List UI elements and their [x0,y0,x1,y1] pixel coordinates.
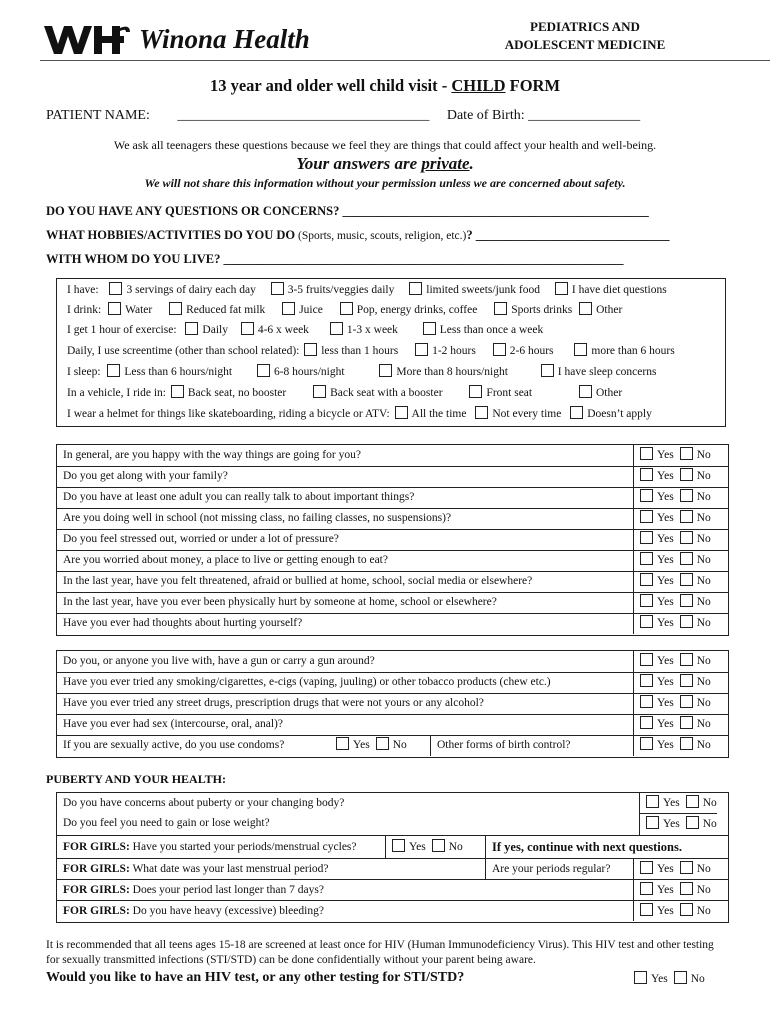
birth-control-cell [430,735,571,756]
option-label: Other [596,304,623,316]
have-label: I have: [67,284,99,296]
screentime-option[interactable] [574,345,674,357]
habits-box [56,278,726,427]
yes-label: Yes [663,818,680,830]
no-label: No [696,863,711,875]
helmet-option[interactable] [475,408,561,420]
option-label: Reduced fat milk [186,304,266,316]
department-line-2: ADOLESCENT MEDICINE [504,37,666,52]
yes-checkbox[interactable] [640,594,653,607]
yes-no-cell [633,714,711,735]
yes-no-cell [633,529,711,550]
yes-no-cell [633,466,711,487]
exercise-option[interactable] [185,324,228,336]
sleep-option[interactable] [257,366,345,378]
option-label: 3-5 fruits/veggies daily [287,284,395,296]
question-text: Have you ever had sex (intercourse, oral, anal)? [63,718,283,730]
girls-date-question [63,859,329,879]
exercise-option[interactable] [330,324,398,336]
question-text: In the last year, have you ever been physically hurt by someone at home, school or elsewhere? [63,596,497,608]
department-name [470,18,700,54]
helmet-label: I wear a helmet for things like skateboarding, riding a bicycle or ATV: [67,408,390,420]
no-checkbox[interactable] [680,489,693,502]
option-label: I have diet questions [571,284,667,296]
option-label: 6-8 hours/night [273,366,345,378]
risk-questions-box [56,650,729,758]
no-label: No [696,655,711,667]
hiv-question [46,970,736,986]
yes-checkbox[interactable] [646,795,659,808]
drink-option[interactable] [340,304,478,316]
sleep-option[interactable] [541,366,657,378]
no-label: No [696,491,711,503]
condom-yes-no-cell [330,735,407,756]
option-label: More than 8 hours/night [396,366,508,378]
for-girls-label: FOR GIRLS: [63,905,130,917]
yes-checkbox[interactable] [640,510,653,523]
no-label: No [696,533,711,545]
question-text: If you are sexually active, do you use condoms? [63,739,285,751]
option-label: Not every time [492,408,562,420]
yes-no-cell [633,672,711,693]
option-label: less than 1 hours [321,345,399,357]
checkbox[interactable] [415,343,428,356]
option-label: All the time [411,408,467,420]
checkbox[interactable] [330,322,343,335]
option-label: 2-6 hours [509,345,554,357]
hobbies-question[interactable] [46,228,669,243]
no-checkbox[interactable] [680,903,693,916]
yes-no-cell [633,613,711,634]
title-prefix: 13 year and older well child visit - [209,76,452,95]
yes-label: Yes [657,533,674,545]
sleep-option[interactable] [107,366,232,378]
screentime-row [67,341,715,361]
no-label: No [702,818,717,830]
title-suffix: FORM [505,76,561,95]
no-label: No [702,797,717,809]
sleep-label: I sleep: [67,366,101,378]
checkbox[interactable] [409,282,422,295]
question-text: Have you ever tried any smoking/cigarettes, e-cigs (vaping, juuling) or other tobacco products (chew etc.) [63,676,551,688]
no-checkbox[interactable] [376,737,389,750]
question-text: Do you, or anyone you live with, have a gun or carry a gun around? [63,655,375,667]
yes-label: Yes [651,973,668,985]
yes-checkbox[interactable] [634,971,647,984]
option-label: Front seat [486,387,533,399]
table-row [57,880,728,901]
puberty-questions-box [56,792,729,923]
no-checkbox[interactable] [680,468,693,481]
no-checkbox[interactable] [680,615,693,628]
drink-label: I drink: [67,304,102,316]
checkbox[interactable] [469,385,482,398]
option-label: more than 6 hours [591,345,675,357]
yes-label: Yes [657,739,674,751]
no-checkbox[interactable] [686,816,699,829]
option-label: Less than 6 hours/night [124,366,233,378]
checkbox[interactable] [108,302,121,315]
regular-question: Are your periods regular? [492,863,611,875]
table-row [57,466,728,488]
checkbox[interactable] [493,343,506,356]
table-row [57,693,728,715]
table-row [57,529,728,551]
regular-cell [485,859,610,879]
yes-label: Yes [657,655,674,667]
wellbeing-questions-box [56,444,729,636]
question-text: Do you have heavy (excessive) bleeding? [129,905,324,917]
question-text: In the last year, have you felt threatened, afraid or bullied at home, school, social media or elsewhere? [63,575,533,587]
checkbox[interactable] [169,302,182,315]
yes-label: Yes [657,449,674,461]
yes-checkbox[interactable] [640,468,653,481]
yes-label: Yes [657,470,674,482]
option-label: 1-3 x week [346,324,398,336]
table-row [57,901,728,921]
no-checkbox[interactable] [680,882,693,895]
vehicle-option[interactable] [469,387,532,399]
option-label: 4-6 x week [257,324,309,336]
yes-checkbox[interactable] [640,447,653,460]
yes-label: Yes [409,841,426,853]
yes-label: Yes [663,797,680,809]
have-option[interactable] [109,284,255,296]
question-text: Does your period last longer than 7 days? [129,884,324,896]
date-of-birth-field[interactable]: Date of Birth: ________________ [446,108,641,123]
yes-label: Yes [657,697,674,709]
checkbox[interactable] [541,364,554,377]
private-heading [0,154,770,174]
table-row [57,613,728,634]
yes-checkbox[interactable] [336,737,349,750]
yes-no-cell [633,901,711,921]
no-checkbox[interactable] [680,573,693,586]
screentime-option[interactable] [493,345,554,357]
no-checkbox[interactable] [680,861,693,874]
for-girls-label: FOR GIRLS: [63,884,130,896]
no-label: No [696,470,711,482]
question-text: Do you feel stressed out, worried or under a lot of pressure? [63,533,339,545]
yes-no-cell [633,859,711,879]
yes-no-cell [633,651,711,672]
yes-no-cell [633,735,711,756]
no-checkbox[interactable] [680,674,693,687]
patient-name-row [46,108,640,124]
drink-option[interactable] [579,304,622,316]
no-label: No [696,554,711,566]
drink-option[interactable] [108,304,152,316]
helmet-option[interactable] [395,408,467,420]
logo [42,22,310,58]
no-checkbox[interactable] [680,552,693,565]
yes-checkbox[interactable] [640,716,653,729]
checkbox[interactable] [570,406,583,419]
vehicle-option[interactable] [171,387,286,399]
screentime-option[interactable] [415,345,476,357]
option-label: Less than once a week [439,324,544,336]
yes-checkbox[interactable] [640,653,653,666]
option-label: limited sweets/junk food [426,284,540,296]
have-option[interactable] [409,284,540,296]
private-word: private [421,154,470,173]
no-label: No [690,973,705,985]
screentime-option[interactable] [304,345,398,357]
question-text: Have you started your periods/menstrual cycles? [129,841,357,853]
option-label: 3 servings of dairy each day [126,284,256,296]
for-girls-label: FOR GIRLS: [63,863,130,875]
question-text: Are you doing well in school (not missing class, no failing classes, no suspensions)? [63,512,452,524]
yes-checkbox[interactable] [640,552,653,565]
checkbox[interactable] [107,364,120,377]
vehicle-option[interactable] [579,387,622,399]
table-row [57,550,728,572]
no-label: No [448,841,463,853]
yes-no-cell [633,445,711,466]
exercise-option[interactable] [241,324,309,336]
hiv-question-text: Would you like to have an HIV test, or any other testing for STI/STD? [46,970,465,985]
table-row [57,571,728,593]
yes-checkbox[interactable] [392,839,405,852]
yes-no-cell [633,508,711,529]
vehicle-row [67,383,715,403]
question-text: Do you have concerns about puberty or your changing body? [63,797,345,809]
option-label: Other [595,387,623,399]
safety-notice: We will not share this information without your permission unless we are concerned about safety. [144,176,626,190]
no-label: No [696,617,711,629]
checkbox[interactable] [494,302,507,315]
helmet-row [67,404,715,424]
question-text: Do you have at least one adult you can really talk to about important things? [63,491,415,503]
no-checkbox[interactable] [680,594,693,607]
no-label: No [696,512,711,524]
question-text: Do you feel you need to gain or lose weight? [63,817,270,829]
continue-instruction: If yes, continue with next questions. [485,836,682,858]
question-text: Have you ever tried any street drugs, prescription drugs that were not yours or any alcohol? [63,697,484,709]
have-option[interactable] [271,284,395,296]
yes-no-cell [633,550,711,571]
no-checkbox[interactable] [686,795,699,808]
yes-label: Yes [353,739,370,751]
private-post: . [469,154,474,173]
option-label: Water [125,304,153,316]
option-label: 1-2 hours [432,345,476,357]
helmet-option[interactable] [570,408,652,420]
question-text: In general, are you happy with the way things are going for you? [63,449,361,461]
no-checkbox[interactable] [680,716,693,729]
yes-checkbox[interactable] [640,531,653,544]
checkbox[interactable] [313,385,326,398]
question-text: Have you ever had thoughts about hurting yourself? [63,617,303,629]
checkbox[interactable] [271,282,284,295]
table-row [57,836,728,859]
option-label: I have sleep concerns [557,366,657,378]
yes-checkbox[interactable] [640,615,653,628]
question-text: What date was your last menstrual period? [129,863,329,875]
hobbies-line: ? _______________________________ [466,228,670,242]
option-label: Juice [299,304,323,316]
option-label: Doesn’t apply [587,408,652,420]
live-with-question[interactable]: WITH WHOM DO YOU LIVE? ________________________________________________________________ [46,252,624,266]
vehicle-label: In a vehicle, I ride in: [67,387,166,399]
girls-length-question [63,880,324,900]
yes-label: Yes [657,718,674,730]
yes-label: Yes [657,596,674,608]
checkbox[interactable] [475,406,488,419]
yes-no-cell [633,592,711,613]
hiv-yes-no [634,971,705,985]
no-label: No [696,739,711,751]
yes-label: Yes [657,575,674,587]
header-divider [40,60,770,61]
patient-name-field[interactable]: ____________________________________ [177,108,430,123]
checkbox[interactable] [304,343,317,356]
table-row [57,793,728,813]
no-label: No [696,596,711,608]
checkbox[interactable] [555,282,568,295]
checkbox[interactable] [241,322,254,335]
department-line-1: PEDIATRICS AND [530,19,640,34]
yes-no-cell [639,813,717,836]
hobbies-examples: (Sports, music, scouts, religion, etc.) [295,230,467,242]
yes-checkbox[interactable] [640,674,653,687]
yes-label: Yes [657,491,674,503]
title-child: CHILD [451,76,506,95]
no-label: No [392,739,407,751]
no-label: No [696,905,711,917]
yes-no-cell [633,571,711,592]
drink-option[interactable] [282,304,323,316]
yes-label: Yes [657,676,674,688]
girls-bleeding-question [63,901,324,921]
patient-name-label: PATIENT NAME: [46,108,150,123]
yes-label: Yes [657,554,674,566]
no-label: No [696,718,711,730]
for-girls-label: FOR GIRLS: [63,841,130,853]
no-label: No [696,697,711,709]
concerns-question[interactable]: DO YOU HAVE ANY QUESTIONS OR CONCERNS? _________________________________________________ [46,204,649,218]
yes-no-cell [633,880,711,900]
yes-checkbox[interactable] [640,882,653,895]
checkbox[interactable] [109,282,122,295]
table-row [57,508,728,530]
option-label: Sports drinks [511,304,573,316]
no-label: No [696,884,711,896]
periods-yes-no-cell [385,836,463,858]
table-row [57,735,728,756]
yes-checkbox[interactable] [640,737,653,750]
drink-option[interactable] [494,304,572,316]
exercise-label: I get 1 hour of exercise: [67,324,177,336]
checkbox[interactable] [579,385,592,398]
table-row [57,651,728,673]
no-checkbox[interactable] [680,531,693,544]
hiv-recommendation: It is recommended that all teens ages 15-18 are screened at least once for HIV (Human Immunodeficiency Virus). This HIV test and other testing for sexually transmitted infections (STI/STD) can be done confidentially without your parent being aware. [46,939,714,966]
have-row [67,280,715,300]
drink-row [67,300,715,320]
yes-label: Yes [657,884,674,896]
yes-no-cell [633,693,711,714]
yes-no-cell [639,793,717,813]
table-row [57,859,728,880]
form-title [0,76,770,96]
question-text: Do you get along with your family? [63,470,228,482]
yes-label: Yes [657,617,674,629]
option-label: Back seat, no booster [187,387,287,399]
yes-no-cell [633,487,711,508]
winona-health-logo-mark [42,22,132,56]
exercise-option[interactable] [423,324,543,336]
yes-label: Yes [657,512,674,524]
yes-checkbox[interactable] [640,695,653,708]
no-checkbox[interactable] [680,737,693,750]
checkbox[interactable] [340,302,353,315]
yes-label: Yes [657,905,674,917]
private-pre: Your answers are [296,154,422,173]
intro-text: We ask all teenagers these questions because we feel they are things that could affect your health and well-being. [113,138,657,152]
no-checkbox[interactable] [432,839,445,852]
yes-checkbox[interactable] [646,816,659,829]
vehicle-option[interactable] [313,387,442,399]
checkbox[interactable] [395,406,408,419]
no-label: No [696,676,711,688]
no-checkbox[interactable] [680,447,693,460]
yes-checkbox[interactable] [640,573,653,586]
sleep-option[interactable] [379,366,507,378]
screentime-label: Daily, I use screentime (other than school related): [67,345,300,357]
option-label: Back seat with a booster [330,387,443,399]
option-label: Pop, energy drinks, coffee [356,304,478,316]
no-label: No [696,575,711,587]
no-label: No [696,449,711,461]
yes-checkbox[interactable] [640,861,653,874]
checkbox[interactable] [171,385,184,398]
no-checkbox[interactable] [674,971,687,984]
yes-label: Yes [657,863,674,875]
table-row [57,592,728,614]
checkbox[interactable] [282,302,295,315]
drink-option[interactable] [169,304,265,316]
question-text: Are you worried about money, a place to live or getting enough to eat? [63,554,388,566]
checkbox[interactable] [379,364,392,377]
checkbox[interactable] [423,322,436,335]
yes-checkbox[interactable] [640,489,653,502]
hobbies-label: WHAT HOBBIES/ACTIVITIES DO YOU DO [46,228,296,242]
yes-checkbox[interactable] [640,903,653,916]
checkbox[interactable] [574,343,587,356]
table-row [57,813,728,836]
option-label: Daily [202,324,228,336]
exercise-row [67,320,715,340]
no-checkbox[interactable] [680,510,693,523]
checkbox[interactable] [579,302,592,315]
no-checkbox[interactable] [680,695,693,708]
checkbox[interactable] [257,364,270,377]
logo-text: Winona Health [139,23,310,54]
birth-control-question: Other forms of birth control? [437,739,571,751]
table-row [57,445,728,467]
girls-periods-question [63,836,357,858]
table-row [57,714,728,736]
checkbox[interactable] [185,322,198,335]
sleep-row [67,362,715,382]
table-row [57,487,728,509]
table-row [57,672,728,694]
puberty-heading: PUBERTY AND YOUR HEALTH: [46,772,226,786]
have-option[interactable] [555,284,667,296]
no-checkbox[interactable] [680,653,693,666]
